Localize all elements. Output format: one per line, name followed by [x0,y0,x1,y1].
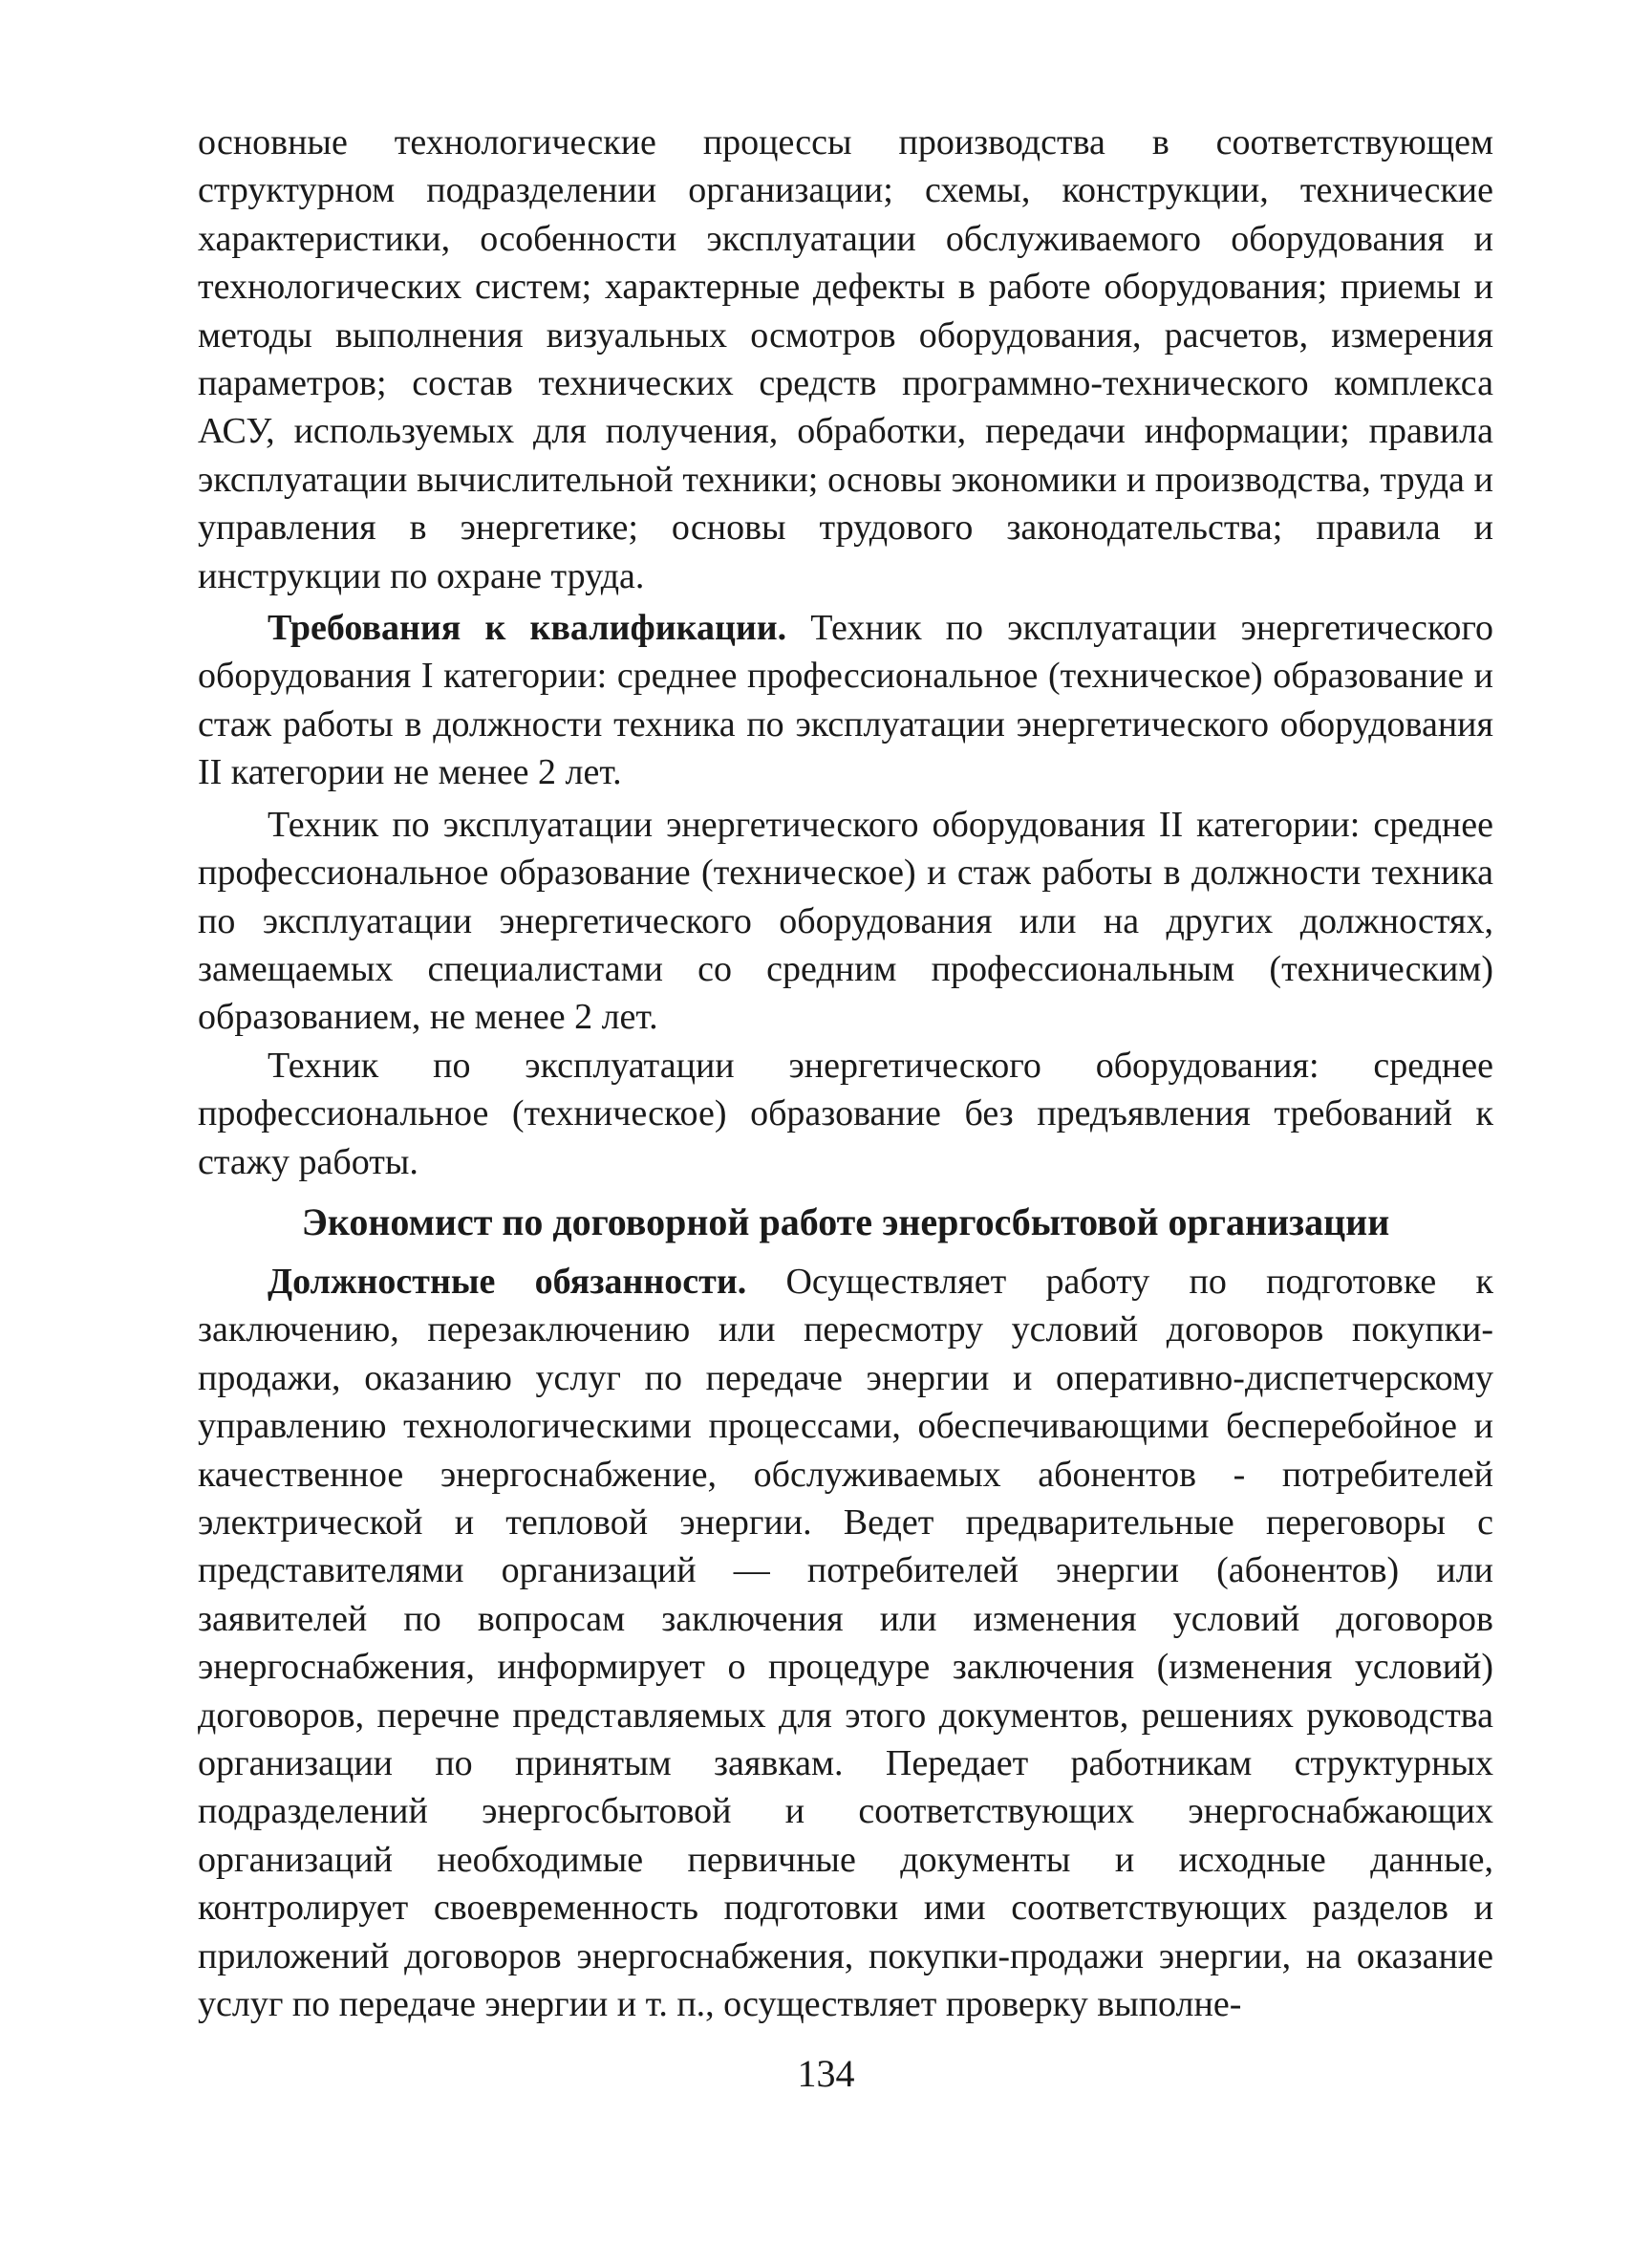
qualification-text: Техник по эксплуатации энергетического оборудования I категории: среднее профессиональное (техническое) образование и стаж работы в должности техника по эксплуатации энергетического оборудования II категории не менее 2 лет. [198,608,1493,793]
text-block-bottom [198,1258,1493,2029]
section-heading: Экономист по договорной работе энергосбытовой организации [301,1200,1390,1243]
qualification-label: Требования к квалификации. [268,608,787,649]
duties-text: Осуществляет работу по подготовке к заключению, перезаключению или пересмотру условий договоров покупки-продажи, оказанию услуг по передаче энергии и оперативно-диспетчерскому управлению технологическими процессами, обеспечивающими бесперебойное и качественное энергоснабжение, обслуживаемых абонентов - потребителей электрической и тепловой энергии. Ведет предварительные переговоры с представителями организаций — потребителей энергии (абонентов) или заявителей по вопросам заключения или изменения условий договоров энергоснабжения, информирует о процедуре заключения (изменения условий) договоров, перечне представляемых для этого документов, решениях руководства организации по принятым заявкам. Передает работникам структурных подразделений энергосбытовой и соответствующих энергоснабжающих организаций необходимые первичные документы и исходные данные, контролирует своевременность подготовки ими соответствующих разделов и приложений договоров энергоснабжения, покупки-продажи энергии, на оказание услуг по передаче энергии и т. п., осуществляет проверку выполне- [198,1262,1493,2025]
paragraph-duties [198,1258,1493,2029]
paragraph-qualification-technician: Техник по эксплуатации энергетического оборудования: среднее профессиональное (техническое) образование без предъявления требований к стажу работы. [198,1045,1493,1182]
paragraph-knowledge-list: основные технологические процессы производства в соответствующем структурном подразделении организации; схемы, конструкции, технические характеристики, особенности эксплуатации обслуживаемого оборудования и технологических систем; характерные дефекты в работе оборудования; приемы и методы выполнения визуальных осмотров оборудования, расчетов, измерения параметров; состав технических средств программно-технического комплекса АСУ, используемых для получения, обработки, передачи информации; правила эксплуатации вычислительной техники; основы экономики и производства, труда и управления в энергетике; основы трудового законодательства; правила и инструкции по охране труда. [198,122,1493,596]
paragraph-qualification-category-1 [198,604,1493,797]
page-number: 134 [797,2052,855,2095]
text-block-top [198,119,1493,1186]
paragraph-qualification-category-2: Техник по эксплуатации энергетического оборудования II категории: среднее профессиональное образование (техническое) и стаж работы в должности техника по эксплуатации энергетического оборудования или на других должностях, замещаемых специалистами со средним профессиональным (техническим) образованием, не менее 2 лет. [198,804,1493,1038]
duties-label: Должностные обязанности. [268,1262,747,1302]
